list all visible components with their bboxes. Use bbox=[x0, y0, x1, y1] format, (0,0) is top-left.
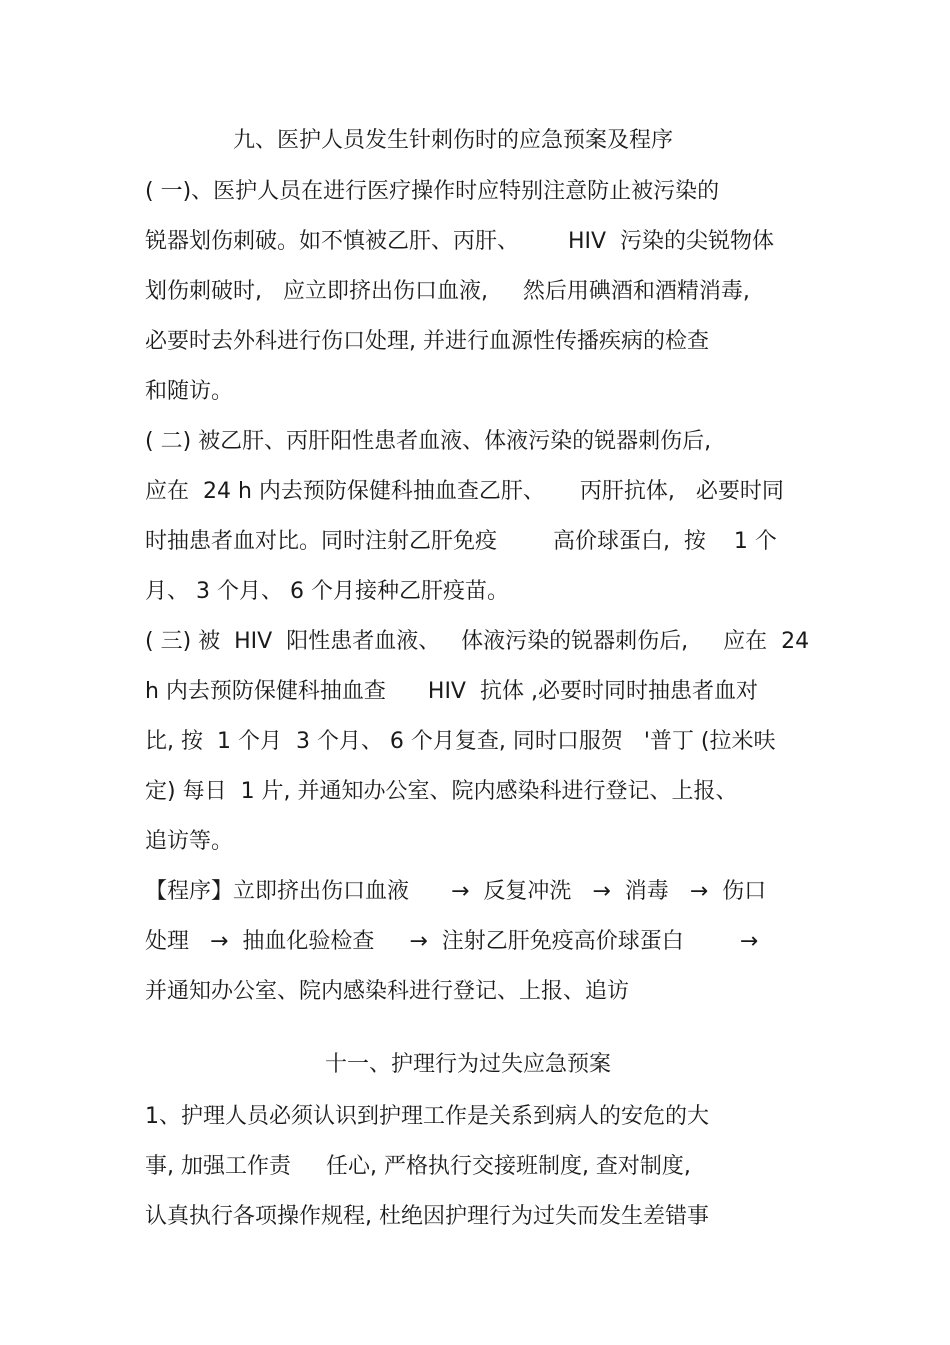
section-9-line: 时抽患者血对比。同时注射乙肝免疫 高价球蛋白, 按 1 个 bbox=[145, 529, 777, 554]
section-11-title: 十一、护理行为过失应急预案 bbox=[325, 1052, 612, 1077]
section-9-line: 定) 每日 1 片, 并通知办公室、院内感染科进行登记、上报、 bbox=[145, 779, 738, 804]
section-9-line: 和随访。 bbox=[145, 379, 234, 404]
procedure-line: 并通知办公室、院内感染科进行登记、上报、追访 bbox=[145, 979, 630, 1004]
section-11-line: 认真执行各项操作规程, 杜绝因护理行为过失而发生差错事 bbox=[145, 1204, 709, 1229]
section-9-line: 比, 按 1 个月 3 个月、 6 个月复查, 同时口服贺 '普丁 (拉米呋 bbox=[145, 729, 776, 754]
section-9-line: 月、 3 个月、 6 个月接种乙肝疫苗。 bbox=[145, 579, 509, 604]
section-9-title: 九、医护人员发生针刺伤时的应急预案及程序 bbox=[233, 128, 674, 153]
section-9-line: 应在 24 h 内去预防保健科抽血查乙肝、 丙肝抗体, 必要时同 bbox=[145, 479, 784, 504]
procedure-line: 【程序】立即挤出伤口血液 → 反复冲洗 → 消毒 → 伤口 bbox=[145, 879, 767, 904]
section-9-line: 必要时去外科进行伤口处理, 并进行血源性传播疾病的检查 bbox=[145, 329, 709, 354]
procedure-line: 处理 → 抽血化验检查 → 注射乙肝免疫高价球蛋白 → bbox=[145, 929, 759, 954]
section-9-line: ( 三) 被 HIV 阳性患者血液、 体液污染的锐器刺伤后, 应在 24 bbox=[145, 629, 810, 654]
section-11-line: 事, 加强工作责 任心, 严格执行交接班制度, 查对制度, bbox=[145, 1154, 691, 1179]
section-9-line: 锐器划伤刺破。如不慎被乙肝、丙肝、 HIV 污染的尖锐物体 bbox=[145, 229, 775, 254]
section-9-line: 追访等。 bbox=[145, 829, 234, 854]
section-11-line: 1、护理人员必须认识到护理工作是关系到病人的安危的大 bbox=[145, 1104, 709, 1129]
section-9-line: 划伤刺破时, 应立即挤出伤口血液, 然后用碘酒和酒精消毒, bbox=[145, 279, 750, 304]
section-9-line: ( 一)、医护人员在进行医疗操作时应特别注意防止被污染的 bbox=[145, 179, 720, 204]
section-9-line: ( 二) 被乙肝、丙肝阳性患者血液、体液污染的锐器刺伤后, bbox=[145, 429, 712, 454]
section-9-line: h 内去预防保健科抽血查 HIV 抗体 ,必要时同时抽患者血对 bbox=[145, 679, 758, 704]
